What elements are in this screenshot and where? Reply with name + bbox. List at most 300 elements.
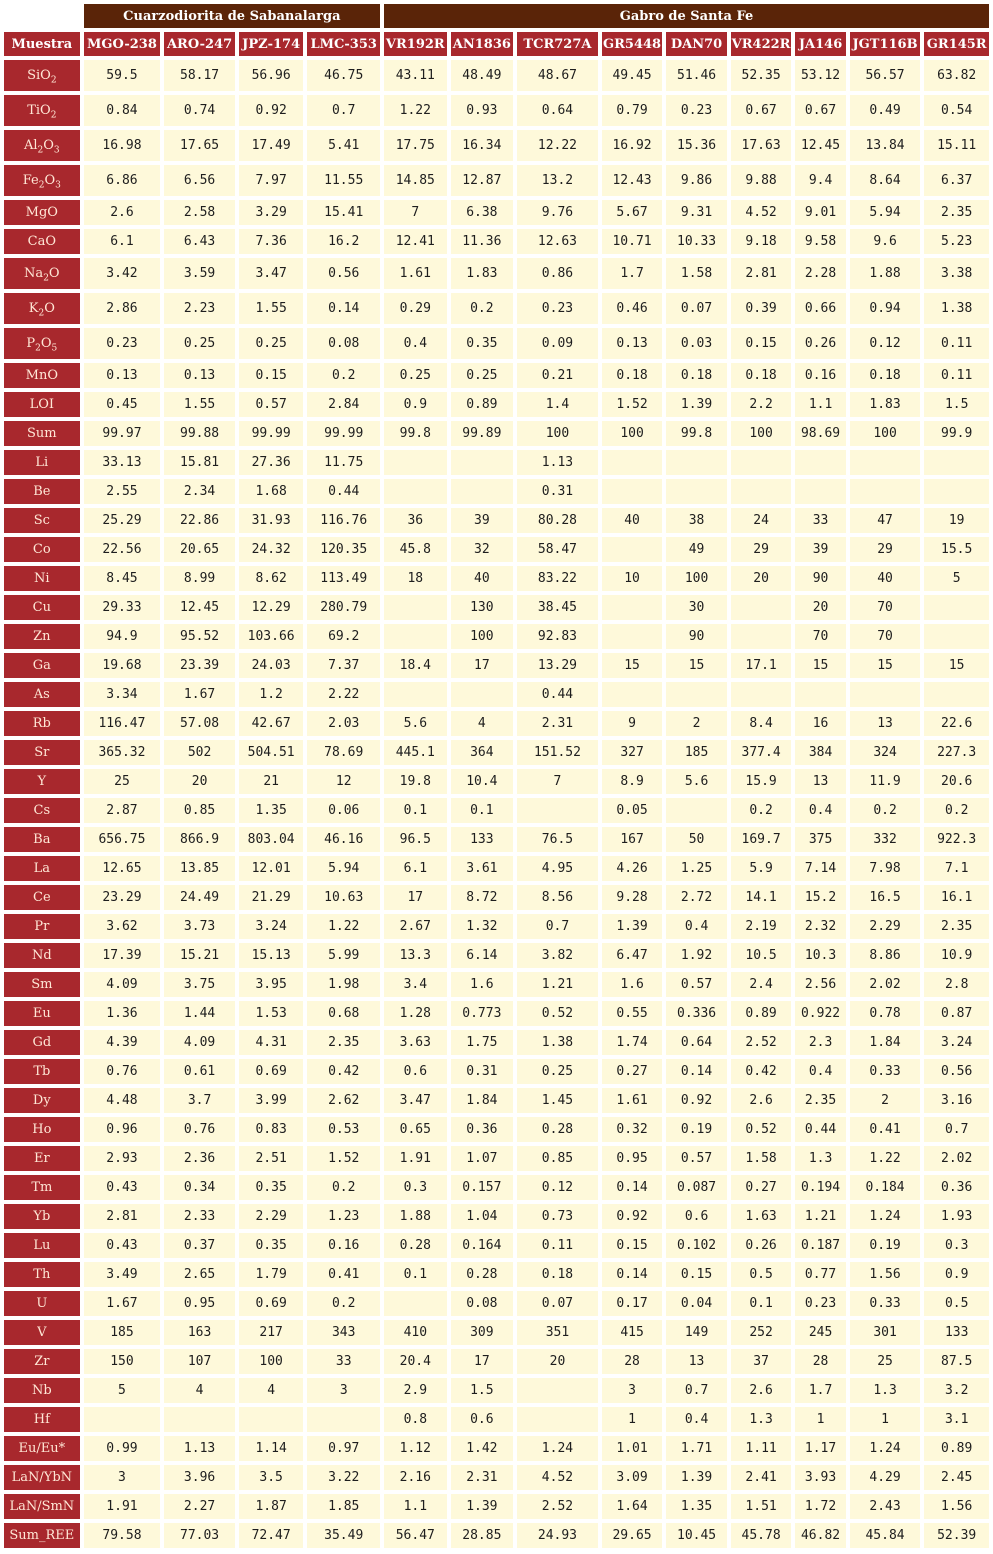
table-cell: 0.25 (384, 363, 447, 388)
table-cell: 29 (850, 537, 921, 562)
table-cell: 0.49 (850, 95, 921, 126)
table-cell: 4.52 (517, 1465, 598, 1490)
table-cell: 0.54 (924, 95, 989, 126)
table-cell: 1.38 (517, 1030, 598, 1055)
row-label (4, 1436, 80, 1461)
table-cell: 0.28 (384, 1233, 447, 1258)
table-cell (384, 1291, 447, 1316)
table-cell: 0.187 (795, 1233, 845, 1258)
table-cell: 45.84 (850, 1523, 921, 1548)
table-cell: 53.12 (795, 60, 845, 91)
row-label-text: Fe (22, 173, 39, 188)
table-cell: 8.64 (850, 165, 921, 196)
table-row (4, 258, 989, 289)
row-label (4, 769, 80, 794)
row-label (4, 1088, 80, 1113)
table-cell: 30 (666, 595, 727, 620)
table-row (4, 972, 989, 997)
table-cell: 24.03 (239, 653, 304, 678)
table-cell: 0.16 (795, 363, 845, 388)
table-cell: 22.86 (164, 508, 235, 533)
table-cell: 11.36 (451, 229, 514, 254)
table-cell (517, 1378, 598, 1403)
table-row (4, 60, 989, 91)
row-label (4, 1030, 80, 1055)
table-cell: 1.5 (924, 392, 989, 417)
table-cell: 0.164 (451, 1233, 514, 1258)
table-cell: 375 (795, 827, 845, 852)
table-cell: 2.32 (795, 914, 845, 939)
table-cell: 20 (164, 769, 235, 794)
table-cell: 1.75 (451, 1030, 514, 1055)
row-label-text: SiO (27, 68, 51, 83)
table-cell: 2.31 (517, 711, 598, 736)
table-row (4, 392, 989, 417)
table-cell (666, 479, 727, 504)
table-cell (384, 624, 447, 649)
table-cell: 15.81 (164, 450, 235, 475)
table-row (4, 537, 989, 562)
table-cell: 116.76 (307, 508, 380, 533)
table-cell: 0.6 (451, 1407, 514, 1432)
table-cell: 445.1 (384, 740, 447, 765)
table-cell: 1.64 (602, 1494, 663, 1519)
table-cell: 77.03 (164, 1523, 235, 1548)
row-label (4, 885, 80, 910)
table-cell: 1.39 (666, 1465, 727, 1490)
table-cell: 28 (602, 1349, 663, 1374)
table-cell: 9.01 (795, 200, 845, 225)
table-cell: 3.49 (84, 1262, 161, 1287)
table-cell (307, 1407, 380, 1432)
row-label (4, 479, 80, 504)
table-cell: 21.29 (239, 885, 304, 910)
table-cell: 45.8 (384, 537, 447, 562)
row-label (4, 1407, 80, 1432)
table-row (4, 293, 989, 324)
table-cell: 1.72 (795, 1494, 845, 1519)
table-cell: 0.42 (307, 1059, 380, 1084)
table-cell: 1.6 (602, 972, 663, 997)
column-header-sample: ARO-247 (164, 32, 235, 56)
row-label-subscript: 2 (37, 145, 44, 156)
table-cell: 0.94 (850, 293, 921, 324)
table-cell: 0.7 (307, 95, 380, 126)
table-cell: 19 (924, 508, 989, 533)
column-header-sample: JA146 (795, 32, 845, 56)
table-cell: 2.36 (164, 1146, 235, 1171)
table-cell: 17.49 (239, 130, 304, 161)
table-cell: 866.9 (164, 827, 235, 852)
table-cell: 8.4 (731, 711, 792, 736)
column-header-sample: DAN70 (666, 32, 727, 56)
table-cell: 37 (731, 1349, 792, 1374)
table-cell: 1.38 (924, 293, 989, 324)
table-cell (602, 595, 663, 620)
table-cell: 48.49 (451, 60, 514, 91)
table-cell: 7.1 (924, 856, 989, 881)
table-cell: 5.9 (731, 856, 792, 881)
table-cell: 0.2 (850, 798, 921, 823)
table-cell: 99.88 (164, 421, 235, 446)
table-cell: 0.34 (164, 1175, 235, 1200)
table-cell: 1.24 (850, 1436, 921, 1461)
table-cell: 1.93 (924, 1204, 989, 1229)
table-cell: 5.23 (924, 229, 989, 254)
row-label-text: Nd (31, 948, 52, 963)
table-cell (795, 682, 845, 707)
table-row (4, 1204, 989, 1229)
column-header-sample: VR422R (731, 32, 792, 56)
table-cell: 3.73 (164, 914, 235, 939)
table-cell: 2.67 (384, 914, 447, 939)
table-cell: 0.2 (307, 363, 380, 388)
table-cell (84, 1407, 161, 1432)
row-label (4, 1349, 80, 1374)
table-cell: 13 (850, 711, 921, 736)
table-cell: 15 (795, 653, 845, 678)
table-cell: 13.84 (850, 130, 921, 161)
group-header-santa-fe: Gabro de Santa Fe (384, 4, 989, 28)
table-cell: 8.99 (164, 566, 235, 591)
group-header-sabanalarga: Cuarzodiorita de Sabanalarga (84, 4, 380, 28)
table-cell: 99.99 (239, 421, 304, 446)
table-cell: 8.86 (850, 943, 921, 968)
table-cell: 0.14 (602, 1175, 663, 1200)
table-cell: 0.57 (239, 392, 304, 417)
row-label (4, 1262, 80, 1287)
table-cell: 8.62 (239, 566, 304, 591)
table-cell: 1.5 (451, 1378, 514, 1403)
row-label (4, 798, 80, 823)
table-cell: 1.52 (307, 1146, 380, 1171)
table-cell: 116.47 (84, 711, 161, 736)
table-cell: 0.35 (239, 1233, 304, 1258)
row-label-subscript: 2 (38, 308, 45, 319)
row-label (4, 682, 80, 707)
table-cell: 0.2 (924, 798, 989, 823)
table-cell: 0.9 (384, 392, 447, 417)
table-cell: 4.39 (84, 1030, 161, 1055)
table-cell: 2.6 (84, 200, 161, 225)
table-cell: 3.42 (84, 258, 161, 289)
table-cell: 9.76 (517, 200, 598, 225)
table-cell: 56.47 (384, 1523, 447, 1548)
table-cell: 0.4 (795, 798, 845, 823)
table-cell: 15 (850, 653, 921, 678)
table-cell: 185 (84, 1320, 161, 1345)
table-cell: 0.84 (84, 95, 161, 126)
table-cell: 0.23 (84, 328, 161, 359)
table-cell (731, 624, 792, 649)
table-cell: 79.58 (84, 1523, 161, 1548)
table-cell: 10.3 (795, 943, 845, 968)
row-label-text: Cs (33, 803, 51, 818)
table-cell: 1.22 (850, 1146, 921, 1171)
table-cell: 1.68 (239, 479, 304, 504)
table-cell: 2.28 (795, 258, 845, 289)
table-cell: 1.13 (517, 450, 598, 475)
table-cell: 21 (239, 769, 304, 794)
table-cell: 25 (84, 769, 161, 794)
table-cell: 20 (731, 566, 792, 591)
table-cell: 0.1 (384, 798, 447, 823)
table-cell: 0.23 (666, 95, 727, 126)
table-cell: 227.3 (924, 740, 989, 765)
table-cell: 0.11 (924, 328, 989, 359)
table-cell: 656.75 (84, 827, 161, 852)
row-label-text: Co (32, 542, 51, 557)
table-cell: 38.45 (517, 595, 598, 620)
table-cell: 17.65 (164, 130, 235, 161)
table-cell: 1.2 (239, 682, 304, 707)
table-cell: 0.06 (307, 798, 380, 823)
table-cell: 0.83 (239, 1117, 304, 1142)
table-cell: 63.82 (924, 60, 989, 91)
table-row (4, 200, 989, 225)
table-cell: 2.35 (307, 1030, 380, 1055)
table-cell: 2.33 (164, 1204, 235, 1229)
table-cell: 252 (731, 1320, 792, 1345)
table-cell: 0.57 (666, 1146, 727, 1171)
table-cell: 14.85 (384, 165, 447, 196)
table-cell: 0.3 (384, 1175, 447, 1200)
table-cell: 76.5 (517, 827, 598, 852)
table-cell: 1.79 (239, 1262, 304, 1287)
table-cell: 0.65 (384, 1117, 447, 1142)
table-cell (924, 624, 989, 649)
column-header-sample: LMC-353 (307, 32, 380, 56)
table-cell: 377.4 (731, 740, 792, 765)
row-label (4, 60, 80, 91)
table-cell: 1.56 (924, 1494, 989, 1519)
row-label-text: Y (37, 774, 47, 789)
table-cell: 2.81 (731, 258, 792, 289)
row-label (4, 827, 80, 852)
row-label-text: La (33, 861, 51, 876)
table-cell: 0.37 (164, 1233, 235, 1258)
row-label-text: TiO (27, 103, 51, 118)
table-cell: 1.67 (164, 682, 235, 707)
row-label (4, 450, 80, 475)
table-cell: 151.52 (517, 740, 598, 765)
table-cell: 100 (451, 624, 514, 649)
table-cell: 96.5 (384, 827, 447, 852)
table-cell: 1.25 (666, 856, 727, 881)
table-cell: 1.71 (666, 1436, 727, 1461)
table-cell: 1.7 (795, 1378, 845, 1403)
table-row (4, 1233, 989, 1258)
table-cell: 3.59 (164, 258, 235, 289)
table-cell: 2.81 (84, 1204, 161, 1229)
table-row (4, 1030, 989, 1055)
table-cell: 3.38 (924, 258, 989, 289)
table-cell: 301 (850, 1320, 921, 1345)
table-cell: 15.41 (307, 200, 380, 225)
table-cell: 1.88 (384, 1204, 447, 1229)
table-cell: 1.91 (84, 1494, 161, 1519)
row-label (4, 328, 80, 359)
table-row (4, 1320, 989, 1345)
row-label-text: Ce (33, 890, 51, 905)
table-cell: 8.9 (602, 769, 663, 794)
table-cell: 0.69 (239, 1059, 304, 1084)
table-cell: 2 (850, 1088, 921, 1113)
table-cell: 1.24 (517, 1436, 598, 1461)
table-cell: 1.74 (602, 1030, 663, 1055)
table-cell: 4.95 (517, 856, 598, 881)
table-cell: 20 (517, 1349, 598, 1374)
table-cell: 0.44 (307, 479, 380, 504)
table-row (4, 943, 989, 968)
table-cell: 20 (795, 595, 845, 620)
table-cell: 0.45 (84, 392, 161, 417)
table-cell: 6.38 (451, 200, 514, 225)
table-cell (517, 1407, 598, 1432)
table-cell: 13.29 (517, 653, 598, 678)
table-cell: 99.89 (451, 421, 514, 446)
row-label-text: Eu (32, 1006, 51, 1021)
table-cell (164, 1407, 235, 1432)
table-cell: 25.29 (84, 508, 161, 533)
table-row (4, 1465, 989, 1490)
table-cell: 3.75 (164, 972, 235, 997)
table-cell: 0.55 (602, 1001, 663, 1026)
column-header-sample: VR192R (384, 32, 447, 56)
row-label-subscript: 2 (38, 180, 45, 191)
table-cell: 10.33 (666, 229, 727, 254)
table-cell: 0.087 (666, 1175, 727, 1200)
table-cell: 45.78 (731, 1523, 792, 1548)
table-cell: 43.11 (384, 60, 447, 91)
table-cell: 6.37 (924, 165, 989, 196)
table-cell: 28.85 (451, 1523, 514, 1548)
row-label-text: Nb (31, 1383, 52, 1398)
table-cell: 0.76 (84, 1059, 161, 1084)
table-cell (666, 450, 727, 475)
table-cell: 0.77 (795, 1262, 845, 1287)
table-cell: 0.14 (307, 293, 380, 324)
table-cell (384, 682, 447, 707)
table-cell: 1.13 (164, 1436, 235, 1461)
table-cell: 0.89 (451, 392, 514, 417)
table-cell: 15.9 (731, 769, 792, 794)
table-cell: 0.92 (239, 95, 304, 126)
table-cell: 0.76 (164, 1117, 235, 1142)
row-label (4, 1465, 80, 1490)
table-cell: 1.39 (602, 914, 663, 939)
table-cell: 0.64 (517, 95, 598, 126)
table-row (4, 1349, 989, 1374)
table-cell: 103.66 (239, 624, 304, 649)
table-cell: 10 (602, 566, 663, 591)
table-cell: 3.62 (84, 914, 161, 939)
row-label (4, 914, 80, 939)
table-body (4, 60, 989, 1548)
row-label-text: Sc (33, 513, 50, 528)
table-cell: 12.43 (602, 165, 663, 196)
table-cell: 0.39 (731, 293, 792, 324)
table-cell: 365.32 (84, 740, 161, 765)
table-cell: 2.19 (731, 914, 792, 939)
table-cell: 5.67 (602, 200, 663, 225)
table-cell: 1.61 (602, 1088, 663, 1113)
table-row (4, 740, 989, 765)
table-cell: 3.63 (384, 1030, 447, 1055)
table-cell: 0.5 (924, 1291, 989, 1316)
table-cell (602, 450, 663, 475)
table-cell: 4.09 (84, 972, 161, 997)
table-cell: 3.16 (924, 1088, 989, 1113)
table-cell: 7.37 (307, 653, 380, 678)
table-cell: 8.56 (517, 885, 598, 910)
table-cell (731, 595, 792, 620)
table-cell: 0.28 (451, 1262, 514, 1287)
table-row (4, 421, 989, 446)
table-cell: 0.18 (517, 1262, 598, 1287)
row-label-text: Al (23, 138, 38, 153)
table-cell: 0.15 (666, 1262, 727, 1287)
table-row (4, 914, 989, 939)
row-label-text: Dy (32, 1093, 51, 1108)
table-cell: 12.45 (795, 130, 845, 161)
table-cell: 99.8 (384, 421, 447, 446)
table-cell: 415 (602, 1320, 663, 1345)
table-cell: 48.67 (517, 60, 598, 91)
row-label (4, 1378, 80, 1403)
table-cell: 0.25 (451, 363, 514, 388)
table-cell: 2.51 (239, 1146, 304, 1171)
table-cell: 1.28 (384, 1001, 447, 1026)
table-cell: 100 (731, 421, 792, 446)
table-cell: 33.13 (84, 450, 161, 475)
row-label (4, 293, 80, 324)
table-cell (666, 682, 727, 707)
table-cell: 13 (666, 1349, 727, 1374)
table-cell: 1.56 (850, 1262, 921, 1287)
table-cell: 0.43 (84, 1175, 161, 1200)
table-cell: 0.66 (795, 293, 845, 324)
table-cell: 130 (451, 595, 514, 620)
row-label-text: Zn (33, 629, 51, 644)
row-label (4, 363, 80, 388)
table-cell: 12.87 (451, 165, 514, 196)
table-cell: 3 (602, 1378, 663, 1403)
table-cell: 42.67 (239, 711, 304, 736)
table-cell: 3.2 (924, 1378, 989, 1403)
table-cell: 0.67 (795, 95, 845, 126)
table-row (4, 165, 989, 196)
table-cell: 0.13 (602, 328, 663, 359)
table-cell: 1 (850, 1407, 921, 1432)
row-label (4, 624, 80, 649)
table-cell: 38 (666, 508, 727, 533)
row-label (4, 740, 80, 765)
table-cell: 0.53 (307, 1117, 380, 1142)
table-cell: 1.11 (731, 1436, 792, 1461)
table-cell: 1.36 (84, 1001, 161, 1026)
table-cell: 8.45 (84, 566, 161, 591)
table-cell: 51.46 (666, 60, 727, 91)
table-cell: 9.18 (731, 229, 792, 254)
table-cell (517, 798, 598, 823)
table-cell: 9.58 (795, 229, 845, 254)
table-cell: 17.63 (731, 130, 792, 161)
table-cell: 15.13 (239, 943, 304, 968)
row-label-subscript: 3 (55, 180, 61, 191)
row-label-subscript: 2 (35, 343, 41, 354)
table-cell: 2.31 (451, 1465, 514, 1490)
